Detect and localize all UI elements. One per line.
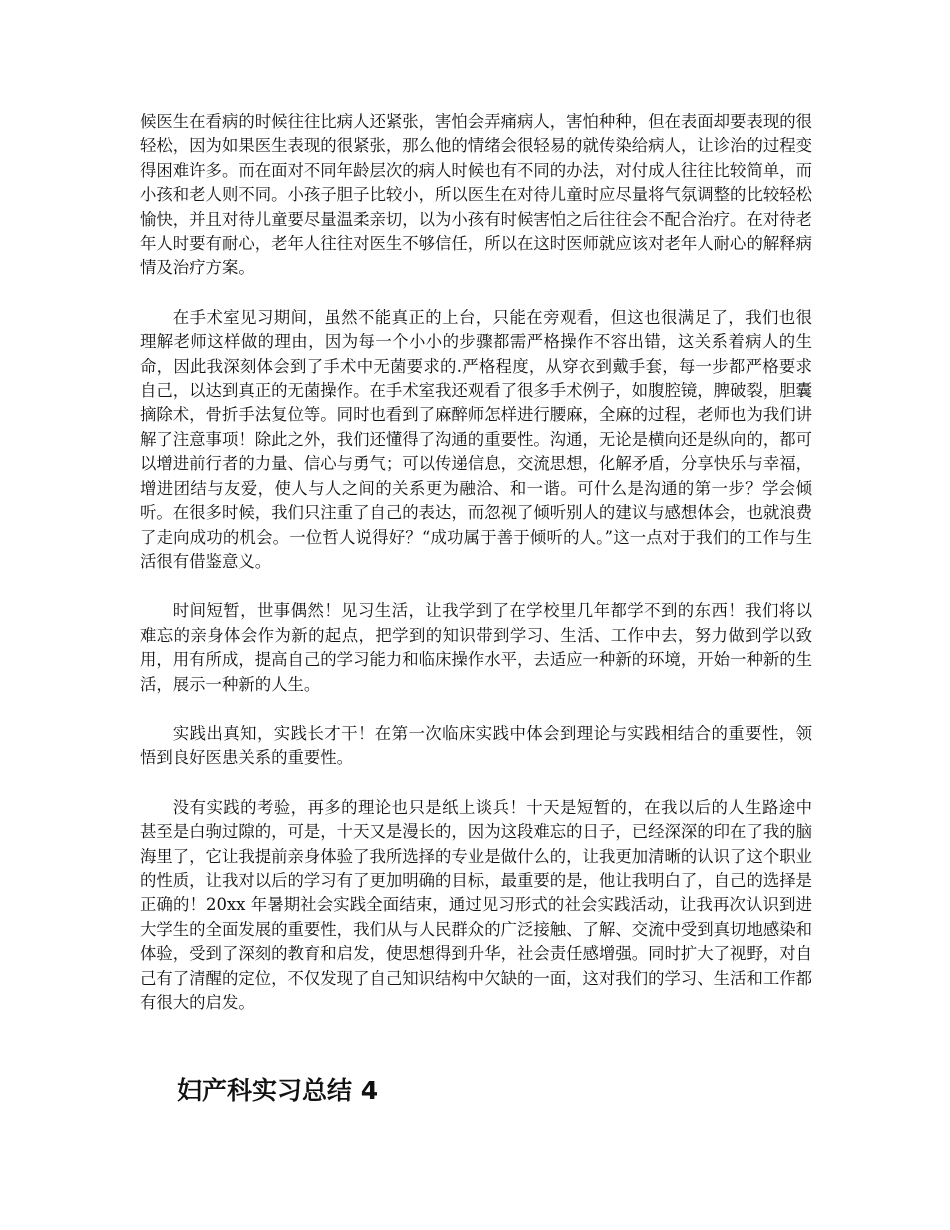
paragraph-conclusion: 没有实践的考验，再多的理论也只是纸上谈兵！十天是短暂的，在我以后的人生路途中甚至是白驹过隙的，可是，十天又是漫长的，因为这段难忘的日子，已经深深的印在了我的脑海里了，它让我提前亲身体验了我所选择的专业是做什么的，让我更加清晰的认识了这个职业的性质，让我对以后的学习有了更加明确的目标，最重要的是，他让我明白了，自己的选择是正确的！20xx 年暑期社会实践全面结束，通过见习形式的社会实践活动，让我再次认识到进大学生的全面发展的重要性，我们从与人民群众的广泛接触、了解、交流中受到真切地感染和体验，受到了深刻的教育和启发，使思想得到升华，社会责任感增强。同时扩大了视野，对自己有了清醒的定位，不仅发现了自己知识结构中欠缺的一面，这对我们的学习、生活和工作都有很大的启发。	[140, 797, 813, 1012]
document-body	[140, 110, 812, 1015]
paragraph-time-short: 时间短暂，世事偶然！见习生活，让我学到了在学校里几年都学不到的东西！我们将以难忘的亲身体会作为新的起点，把学到的知识带到学习、生活、工作中去，努力做到学以致用，用有所成，提高自己的学习能力和临床操作水平，去适应一种新的环境，开始一种新的生活，展示一种新的人生。	[140, 601, 813, 694]
paragraph-practice: 实践出真知，实践长才干！在第一次临床实践中体会到理论与实践相结合的重要性，领悟到良好医患关系的重要性。	[140, 723, 812, 768]
section-heading: 妇产科实习总结 4	[177, 1076, 379, 1105]
paragraph-operating-room: 在手术室见习期间，虽然不能真正的上台，只能在旁观看，但这也很满足了，我们也很理解老师这样做的理由，因为每一个小小的步骤都需严格操作不容出错，这关系着病人的生命，因此我深刻体会到了手术中无菌要求的.严格程度，从穿衣到戴手套，每一步都严格要求自己，以达到真正的无菌操作。在手术室我还观看了很多手术例子，如腹腔镜，脾破裂，胆囊摘除术，骨折手法复位等。同时也看到了麻醉师怎样进行腰麻，全麻的过程，老师也为我们讲解了注意事项！除此之外，我们还懂得了沟通的重要性。沟通，无论是横向还是纵向的，都可以增进前行者的力量、信心与勇气；可以传递信息，交流思想，化解矛盾，分享快乐与幸福，增进团结与友爱，使人与人之间的关系更为融洽、和一谐。可什么是沟通的第一步？学会倾听。在很多时候，我们只注重了自己的表达，而忽视了倾听别人的建议与感想体会，也就浪费了走向成功的机会。一位哲人说得好？“成功属于善于倾听的人。”这一点对于我们的工作与生活很有借鉴意义。	[140, 307, 813, 571]
paragraph-continuation: 候医生在看病的时候往往比病人还紧张，害怕会弄痛病人，害怕种种，但在表面却要表现的很轻松，因为如果医生表现的很紧张，那么他的情绪会很轻易的就传染给病人，让诊治的过程变得困难许多。而在面对不同年龄层次的病人时候也有不同的办法，对付成人往往比较简单，而小孩和老人则不同。小孩子胆子比较小，所以医生在对待儿童时应尽量将气氛调整的比较轻松愉快，并且对待儿童要尽量温柔亲切，以为小孩有时候害怕之后往往会不配合治疗。在对待老年人时要有耐心，老年人往往对医生不够信任，所以在这时医师就应该对老年人耐心的解释病情及治疗方案。	[140, 112, 813, 278]
